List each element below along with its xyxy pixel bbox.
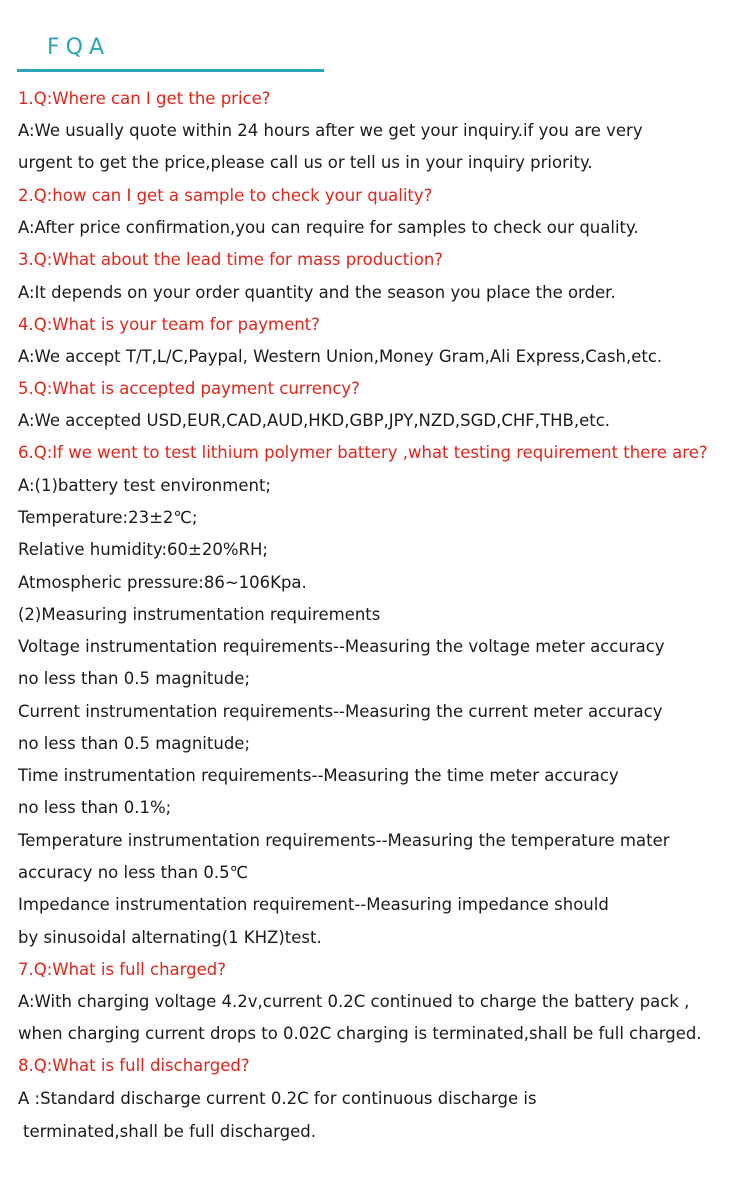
- answer-5: A:We accepted USD,EUR,CAD,AUD,HKD,GBP,JPY,NZD,SGD,CHF,THB,etc.: [18, 411, 611, 430]
- answer-6-line-10: Time instrumentation requirements--Measuring the time meter accuracy: [18, 766, 619, 785]
- answer-2: A:After price confirmation,you can require for samples to check our quality.: [18, 218, 639, 237]
- answer-6-line-14: Impedance instrumentation requirement--Measuring impedance should: [18, 895, 609, 914]
- answer-6-line-6: Voltage instrumentation requirements--Measuring the voltage meter accuracy: [18, 637, 665, 656]
- question-2: 2.Q:how can I get a sample to check your quality?: [18, 186, 433, 205]
- answer-6-line-9: no less than 0.5 magnitude;: [18, 734, 251, 753]
- title-underline: [17, 69, 324, 72]
- answer-1-line-1: A:We usually quote within 24 hours after we get your inquiry.if you are very: [18, 121, 643, 140]
- answer-6-line-3: Relative humidity:60±20%RH;: [18, 540, 268, 559]
- answer-6-line-11: no less than 0.1%;: [18, 798, 172, 817]
- question-3: 3.Q:What about the lead time for mass production?: [18, 250, 444, 269]
- answer-8-line-1: A :Standard discharge current 0.2C for continuous discharge is: [18, 1089, 537, 1108]
- answer-6-line-7: no less than 0.5 magnitude;: [18, 669, 251, 688]
- answer-3: A:It depends on your order quantity and the season you place the order.: [18, 283, 616, 302]
- question-7: 7.Q:What is full charged?: [18, 960, 226, 979]
- answer-6-line-13: accuracy no less than 0.5℃: [18, 863, 249, 882]
- answer-6-line-12: Temperature instrumentation requirements--Measuring the temperature mater: [18, 831, 670, 850]
- question-1: 1.Q:Where can I get the price?: [18, 89, 271, 108]
- question-4: 4.Q:What is your team for payment?: [18, 315, 320, 334]
- answer-6-line-5: (2)Measuring instrumentation requirements: [18, 605, 381, 624]
- answer-6-line-2: Temperature:23±2℃;: [18, 508, 198, 527]
- question-5: 5.Q:What is accepted payment currency?: [18, 379, 360, 398]
- answer-6-line-15: by sinusoidal alternating(1 KHZ)test.: [18, 928, 322, 947]
- answer-6-line-4: Atmospheric pressure:86~106Kpa.: [18, 573, 307, 592]
- answer-4: A:We accept T/T,L/C,Paypal, Western Union,Money Gram,Ali Express,Cash,etc.: [18, 347, 663, 366]
- question-8: 8.Q:What is full discharged?: [18, 1056, 250, 1075]
- answer-1-line-2: urgent to get the price,please call us or tell us in your inquiry priority.: [18, 153, 593, 172]
- answer-7-line-2: when charging current drops to 0.02C charging is terminated,shall be full charged.: [18, 1024, 702, 1043]
- answer-6-line-8: Current instrumentation requirements--Measuring the current meter accuracy: [18, 702, 663, 721]
- answer-8-line-2: terminated,shall be full discharged.: [23, 1122, 316, 1141]
- question-6: 6.Q:If we went to test lithium polymer battery ,what testing requirement there are?: [18, 443, 708, 462]
- page-title: FQA: [47, 35, 111, 60]
- answer-7-line-1: A:With charging voltage 4.2v,current 0.2C continued to charge the battery pack ,: [18, 992, 690, 1011]
- answer-6-line-1: A:(1)battery test environment;: [18, 476, 271, 495]
